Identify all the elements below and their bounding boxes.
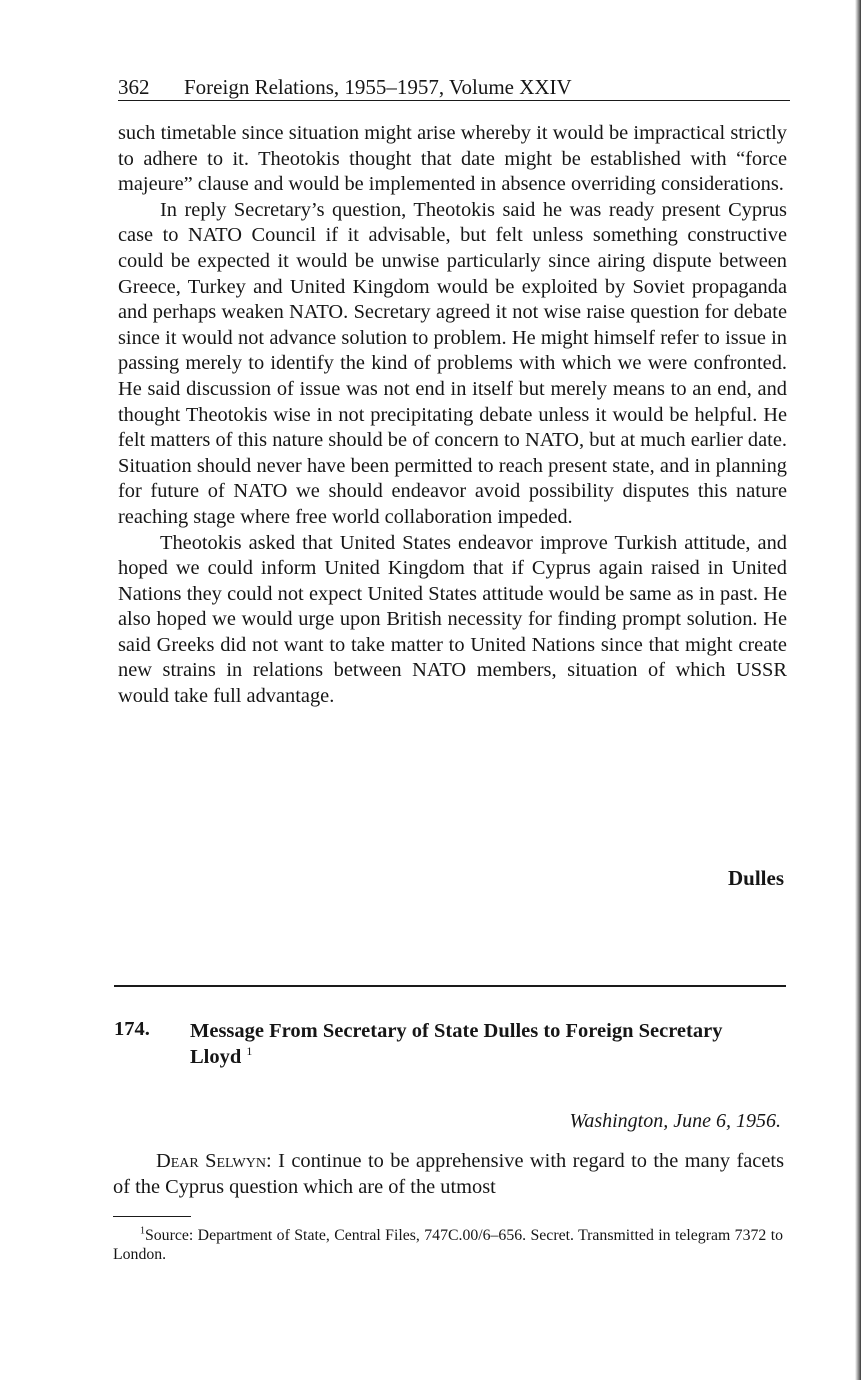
running-head xyxy=(118,74,790,101)
letter-opening-text: I continue to be apprehensive with regard to the many facets of the Cyprus question which are of the utmost xyxy=(113,1150,785,1198)
paragraph: In reply Secretary’s question, Theotokis said he was ready present Cyprus case to NATO Council if it advisable, but felt unless something constructive could be expected it would be unwise particularly since airing dispute between Greece, Turkey and United Kingdom would be exploited by Soviet propaganda and perhaps weaken NATO. Secretary agreed it not wise raise question for debate since it would not advance solution to problem. He might himself refer to issue in passing merely to identify the kind of problems with which we were confronted. He said discussion of issue was not end in itself but merely means to an end, and thought Theotokis wise in not precipitating debate unless it would be helpful. He felt matters of this nature should be of concern to NATO, but at much earlier date. Situation should never have been permitted to reach present state, and in planning for future of NATO we should endeavor avoid possibility disputes this nature reaching stage where free world collaboration impeded. xyxy=(118,198,787,528)
paragraph: Theotokis asked that United States endeavor improve Turkish attitude, and hoped we could inform United Kingdom that if Cyprus again raised in United Nations they could not expect United States attitude would be same as in past. He also hoped we would urge upon British necessity for finding prompt solution. He said Greeks did not want to take matter to United Nations since that might create new strains in relations between NATO members, situation of which USSR would take full advantage. xyxy=(118,531,787,708)
section-divider xyxy=(114,985,786,987)
page-number: 362 xyxy=(118,75,150,99)
footnote xyxy=(113,1226,783,1264)
page-edge-shadow xyxy=(855,0,861,1380)
footnote-rule xyxy=(113,1216,191,1217)
salutation: Dear Selwyn: xyxy=(156,1150,272,1172)
dateline: Washington, June 6, 1956. xyxy=(569,1110,781,1132)
document-number: 174. xyxy=(114,1018,150,1040)
letter-opening-paragraph xyxy=(113,1148,784,1200)
document-title-text: Message From Secretary of State Dulles to Foreign Secretary Lloyd xyxy=(190,1020,723,1068)
footnote-reference: 1 xyxy=(246,1044,253,1059)
footnote-mark: 1 xyxy=(140,1225,145,1237)
paragraph-continued: such timetable since situation might arise whereby it would be impractical strictly to adhere to it. Theotokis thought that date might be established with “force majeure” clause and would be implemented in absence overriding considerations. xyxy=(118,122,787,196)
letter-text xyxy=(113,1148,784,1200)
volume-title: Foreign Relations, 1955–1957, Volume XXIV xyxy=(184,75,572,99)
document-title xyxy=(190,1018,750,1070)
footnote-text: Source: Department of State, Central Files, 747C.00/6–656. Secret. Transmitted in telegram 7372 to London. xyxy=(113,1227,783,1263)
signature: Dulles xyxy=(727,866,784,890)
body-text xyxy=(118,121,787,710)
